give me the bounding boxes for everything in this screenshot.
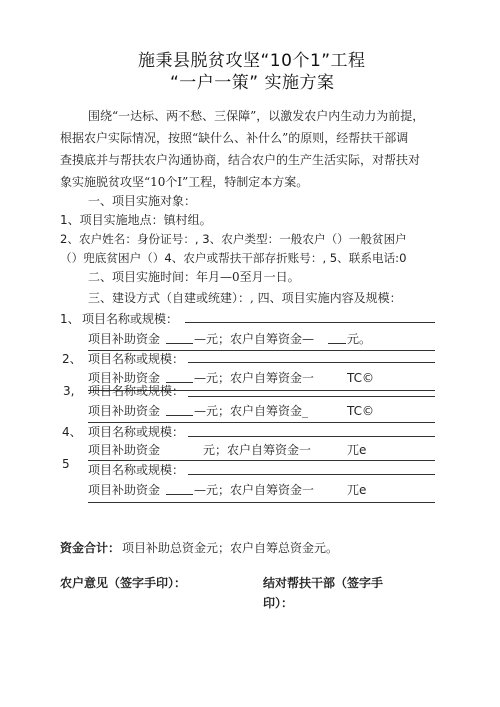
item-4-name-line xyxy=(188,436,435,437)
item-2-subsidy-label: 项目补助资金 xyxy=(88,371,161,385)
item-4-selffund-label: 元；农户自筹资金一 xyxy=(203,443,312,457)
item-4-name-label: 项目名称或规模： xyxy=(88,425,185,439)
intro-line-3: 查摸底并与帮扶农户沟通协商，结合农户的生产生活实际，对帮扶对 xyxy=(60,153,421,167)
item-1-end-unit: 元。 xyxy=(347,332,372,346)
item-4-number: 4、 xyxy=(62,425,82,439)
item-2-number: 2、 xyxy=(62,352,82,366)
item-5-selffund-label: —元；农户自筹资金一 xyxy=(194,483,315,497)
item-3-name-line xyxy=(188,396,435,397)
item-5-name-line xyxy=(188,474,435,475)
item-2-end-unit: TC© xyxy=(347,371,375,385)
item-1-selffund-label: —元；农户自筹资金— xyxy=(194,332,315,346)
cadre-signature-label-line2: 印）： xyxy=(263,596,294,610)
item-3-subsidy-blank xyxy=(166,415,193,416)
cadre-signature-label-line1: 结对帮扶干部（签字手 xyxy=(263,576,384,590)
item-2-name-line xyxy=(188,362,435,363)
item-3-number: 3, xyxy=(63,384,75,398)
item-1-number: 1、 xyxy=(60,312,80,326)
item-1-name-line xyxy=(185,322,435,323)
item-2-selffund-label: —元；农户自筹资金一 xyxy=(194,371,315,385)
item-3-subsidy-label: 项目补助资金 xyxy=(88,404,161,418)
farmer-info-line-2: （）兜底贫困户（）4、农户或帮扶干部存折账号：, 5、联系电话:0 xyxy=(60,251,407,265)
intro-line-4: 象实施脱贫攻坚“10个I”工程，特制定本方案。 xyxy=(60,175,309,189)
item-4-end-unit: 兀e xyxy=(347,443,367,457)
section-implementation-target: 一、项目实施对象： xyxy=(88,194,197,208)
item-5-number: 5 xyxy=(62,457,70,471)
intro-line-1: 围绕“一达标、两不愁、三保障”，以激发农户内生动力为前提， xyxy=(88,109,425,123)
item-5-name-label: 项目名称或规模： xyxy=(88,463,185,477)
item-5-subsidy-blank xyxy=(166,494,193,495)
document-subtitle: “一户一策” 实施方案 xyxy=(170,73,335,93)
item-1-subsidy-blank xyxy=(166,343,193,344)
item-3-selffund-label: —元；农户自筹资金_ xyxy=(194,404,309,418)
item-4-separator xyxy=(88,460,435,461)
funds-total-label: 资金合计： xyxy=(60,541,121,555)
item-1-selffund-blank xyxy=(328,343,346,344)
item-5-subsidy-label: 项目补助资金 xyxy=(88,483,161,497)
item-5-separator xyxy=(88,502,435,503)
farmer-opinion-label: 农户意见（签字手印）： xyxy=(60,576,187,590)
item-1-name-label: 项目名称或规模： xyxy=(82,312,179,326)
item-4-subsidy-label: 项目补助资金 xyxy=(88,443,161,457)
item-3-end-unit: TC© xyxy=(347,404,375,418)
section-construction-method: 三、建设方式（自建或统建）：, 四、项目实施内容及规模： xyxy=(88,291,402,305)
section-implementation-time: 二、项目实施时间：年月—0至月一日。 xyxy=(88,270,300,284)
item-5-end-unit: 兀e xyxy=(347,483,367,497)
item-1-subsidy-label: 项目补助资金 xyxy=(88,332,161,346)
farmer-info-line-1: 2、农户姓名：身份证号：, 3、农户类型：一般农户（）一般贫困户 xyxy=(60,232,407,246)
intro-line-2: 根据农户实际情况，按照“缺什么、补什么”的原则，经帮扶干部调 xyxy=(60,131,409,145)
item-2-name-label: 项目名称或规模： xyxy=(88,352,185,366)
funds-total-text: 项目补助总资金元；农户自筹总资金元。 xyxy=(122,541,339,555)
item-3-separator xyxy=(88,422,435,423)
location-line: 1、项目实施地点：镇村组。 xyxy=(60,213,212,227)
item-3-name-label: 项目名称或规模： xyxy=(88,384,185,398)
document-title: 施秉县脱贫攻坚“10个1”工程 xyxy=(138,51,366,71)
